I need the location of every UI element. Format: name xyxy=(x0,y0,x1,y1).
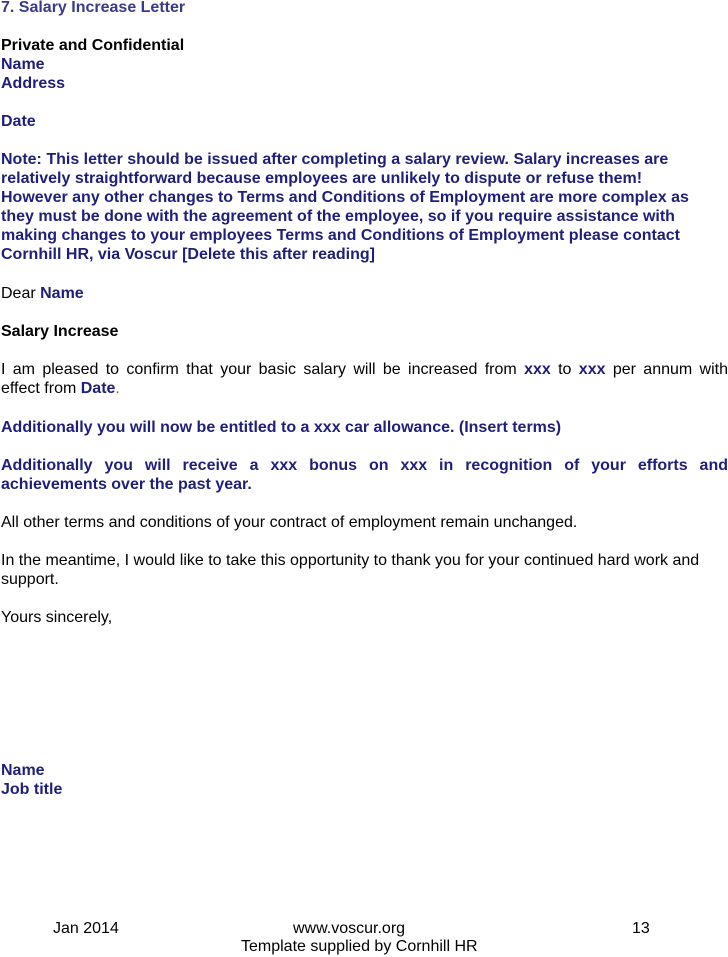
effect-from-text: effect from xyxy=(1,380,81,397)
salary-paragraph-line2 xyxy=(1,379,120,398)
thanks-paragraph-line2: support. xyxy=(1,571,59,588)
salary-to-text: to xyxy=(550,361,579,378)
salary-paragraph-line1 xyxy=(1,360,728,379)
new-salary-placeholder: xxx xyxy=(578,361,606,378)
bonus-paragraph-line1: Additionally you will receive a xxx bonus on xxx in recognition of your efforts and xyxy=(1,457,728,474)
letter-date: Date xyxy=(1,113,36,130)
recipient-name: Name xyxy=(1,56,45,73)
note-line: Note: This letter should be issued after completing a salary review. Salary increases are xyxy=(1,151,669,168)
closing: Yours sincerely, xyxy=(1,609,113,626)
note-line: making changes to your employees Terms and Conditions of Employment please contact xyxy=(1,227,680,244)
page-heading: 7. Salary Increase Letter xyxy=(1,0,186,16)
old-salary-placeholder: xxx xyxy=(524,361,551,378)
car-allowance-paragraph: Additionally you will now be entitled to a xxx car allowance. (Insert terms) xyxy=(1,419,562,436)
signature-job-title: Job title xyxy=(1,781,63,798)
confidential-label: Private and Confidential xyxy=(1,37,185,54)
note-line: relatively straightforward because employees are unlikely to dispute or refuse them! xyxy=(1,170,643,187)
note-line: Cornhill HR, via Voscur [Delete this after reading] xyxy=(1,246,375,263)
letter-subject: Salary Increase xyxy=(1,323,119,340)
period: . xyxy=(115,380,120,397)
terms-paragraph: All other terms and conditions of your contract of employment remain unchanged. xyxy=(1,514,578,531)
salutation-prefix: Dear xyxy=(1,285,41,302)
footer-date: Jan 2014 xyxy=(53,920,119,937)
salary-text: I am pleased to confirm that your basic salary will be increased from xyxy=(1,361,525,378)
bonus-paragraph-line2: achievements over the past year. xyxy=(1,476,252,493)
footer-page-number: 13 xyxy=(632,920,650,937)
effective-date-placeholder: Date xyxy=(80,380,116,397)
note-line: they must be done with the agreement of the employee, so if you require assistance with xyxy=(1,208,675,225)
salutation xyxy=(1,284,84,303)
footer-supplier: Template supplied by Cornhill HR xyxy=(241,938,478,955)
salary-text-end: per annum with xyxy=(605,361,728,378)
footer-website: www.voscur.org xyxy=(293,920,406,937)
salutation-name: Name xyxy=(40,285,84,302)
signature-name: Name xyxy=(1,762,45,779)
note-line: However any other changes to Terms and Conditions of Employment are more complex as xyxy=(1,189,689,206)
thanks-paragraph-line1: In the meantime, I would like to take this opportunity to thank you for your continued hard work and xyxy=(1,552,700,569)
recipient-address: Address xyxy=(1,75,66,92)
